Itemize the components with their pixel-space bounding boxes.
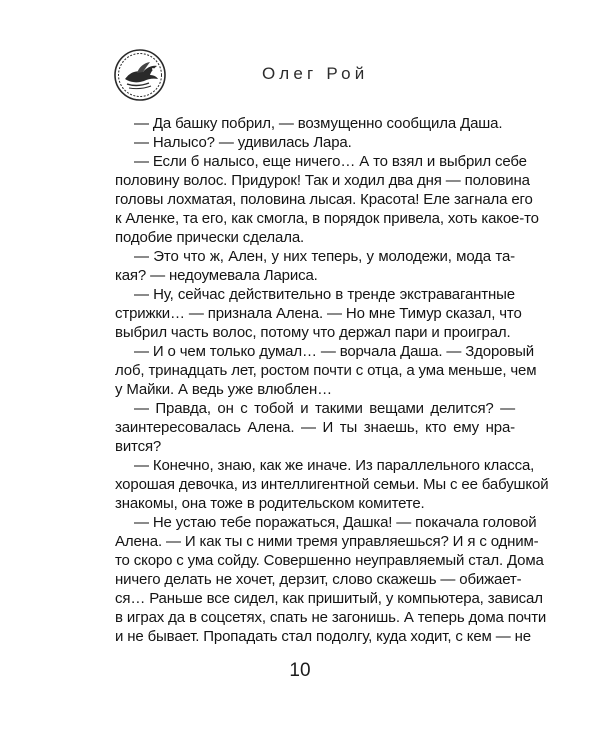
page-number: 10 (289, 660, 311, 681)
text-line: — Если б налысо, еще ничего… А то взял и выбрил себе (134, 153, 527, 170)
text-line: у Майки. А ведь уже влюблен… (115, 381, 332, 398)
running-head-author: Олег Рой (262, 64, 369, 83)
text-line: Алена. — И как ты с ними тремя управляешься? И я с одним- (115, 533, 539, 550)
text-line: кая? — недоумевала Лариса. (115, 267, 318, 284)
text-line: — Конечно, знаю, как же иначе. Из параллельного класса, (134, 457, 535, 474)
text-line: выбрил часть волос, потому что держал пари и проиграл. (115, 324, 511, 341)
text-line: — Ну, сейчас действительно в тренде экстравагантные (134, 286, 515, 303)
text-line: половину волос. Придурок! Так и ходил два дня — половина (115, 172, 530, 189)
bird-emblem-icon (113, 48, 167, 102)
text-line: — Правда, он с тобой и такими вещами делится? — (134, 400, 515, 417)
text-line: — Не устаю тебе поражаться, Дашка! — покачала головой (134, 514, 537, 531)
text-line: — Налысо? — удивилась Лара. (134, 134, 352, 151)
text-line: к Аленке, та его, как смогла, в порядок привела, хоть какое-то (115, 210, 539, 227)
text-line: вится? (115, 438, 162, 455)
text-line: заинтересовалась Алена. — И ты знаешь, кто ему нра- (115, 419, 515, 436)
text-line: в играх да в соцсетях, спать не загонишь. А теперь дома почти (115, 609, 547, 626)
text-line: лоб, тринадцать лет, ростом почти с отца, а ума меньше, чем (115, 362, 537, 379)
text-line: стрижки… — признала Алена. — Но мне Тимур сказал, что (115, 305, 522, 322)
text-line: головы лохматая, половина лысая. Красота! Еле загнала его (115, 191, 533, 208)
body-text (115, 114, 549, 646)
text-line: — Это что ж, Ален, у них теперь, у молодежи, мода та- (134, 248, 515, 265)
text-line: ничего делать не хочет, дерзит, слово скажешь — обижает- (115, 571, 522, 588)
text-line: подобие прически сделала. (115, 229, 305, 246)
text-line: ся… Раньше все сидел, как пришитый, у компьютера, зависал (115, 590, 543, 607)
text-line: — И о чем только думал… — ворчала Даша. — Здоровый (134, 343, 535, 360)
text-line: — Да башку побрил, — возмущенно сообщила Даша. (134, 115, 503, 132)
text-line: и не бывает. Пропадать стал подолгу, куда ходит, с кем — не (115, 628, 531, 645)
text-line: знакомы, она тоже в родительском комитете. (115, 495, 425, 512)
text-line: то скоро с ума сойду. Совершенно неуправляемый стал. Дома (115, 552, 544, 569)
text-line: хорошая девочка, из интеллигентной семьи. Мы с ее бабушкой (115, 476, 549, 493)
